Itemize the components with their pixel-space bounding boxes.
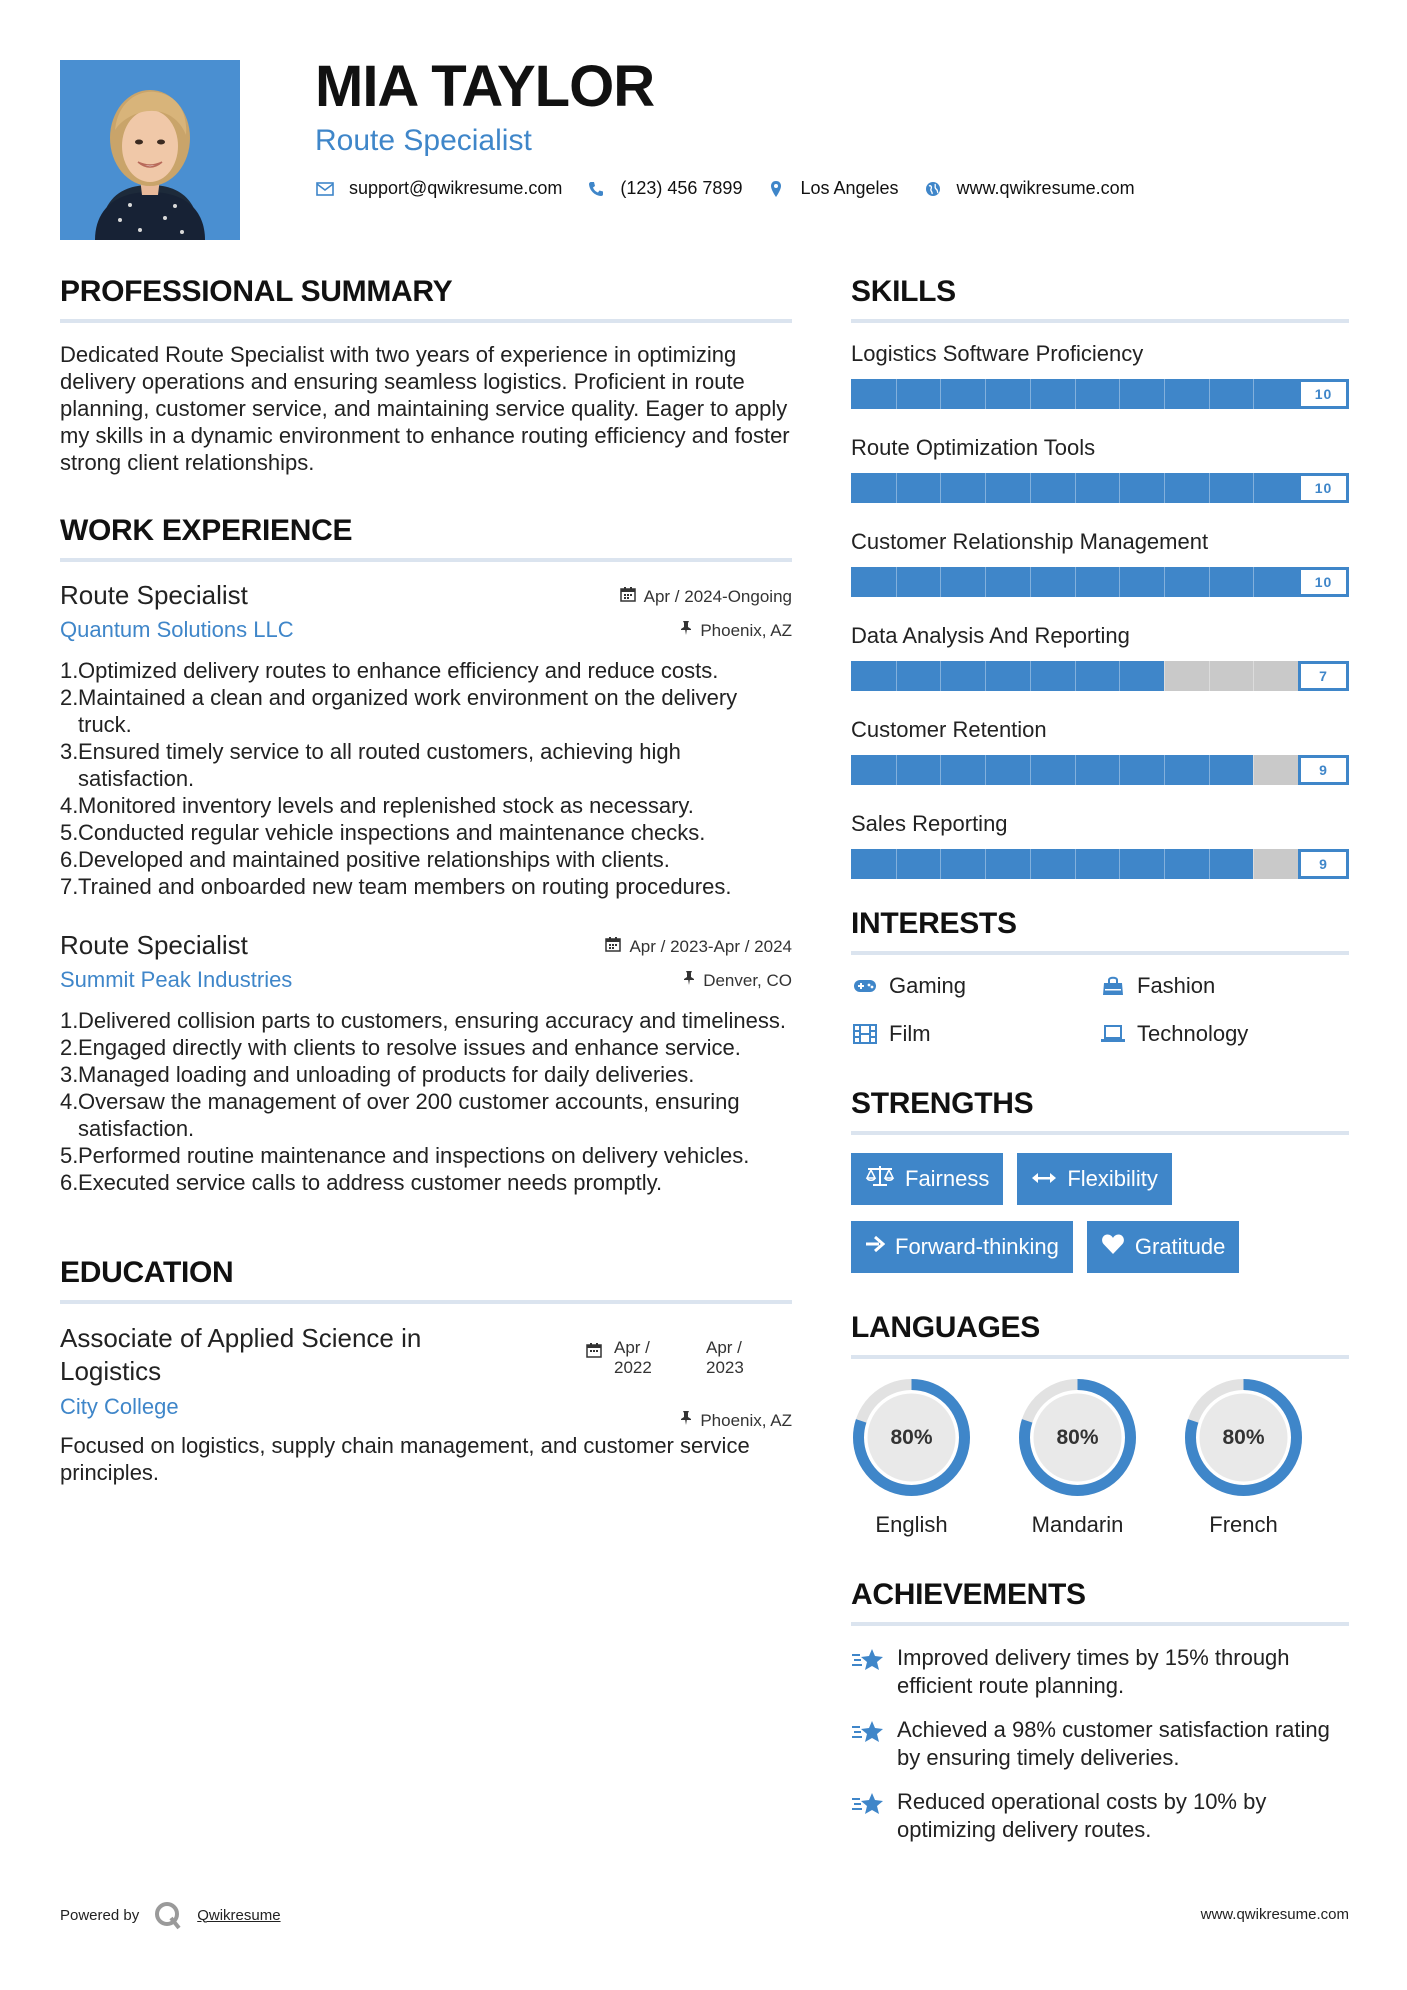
job-location-text: Denver, CO	[703, 970, 792, 990]
skill-bar-divider	[1030, 379, 1031, 409]
language-name: Mandarin	[1031, 1512, 1124, 1537]
skill-bar-divider	[1209, 379, 1210, 409]
list-item: 5. Conducted regular vehicle inspections and maintenance checks.	[60, 820, 706, 845]
skill-bar-divider	[985, 567, 986, 597]
envelope-icon	[315, 182, 335, 196]
skill-bar-divider	[1119, 661, 1120, 691]
skill-bar-divider	[1119, 379, 1120, 409]
calendar-icon	[586, 1342, 602, 1363]
interests-list	[851, 973, 1349, 1047]
shooting-star-icon	[851, 1718, 885, 1772]
job-location-text: Phoenix, AZ	[700, 620, 792, 640]
skill-bar-divider	[1075, 661, 1076, 691]
contact-location: Los Angeles	[800, 178, 899, 198]
skill-bar-divider	[1075, 473, 1076, 503]
skill-bar	[851, 473, 1349, 503]
achievement-text: Improved delivery times by 15% through efficient route planning.	[897, 1645, 1290, 1698]
list-item: 3. Managed loading and unloading of products for daily deliveries.	[60, 1062, 695, 1087]
skill-score: 9	[1298, 849, 1349, 879]
shopping-bag-icon	[1099, 976, 1127, 996]
skill-bar-divider	[940, 473, 941, 503]
skill-bar-divider	[985, 755, 986, 785]
powered-by-text: Powered by	[60, 1906, 140, 1924]
calendar-icon	[620, 586, 636, 607]
skill-item	[851, 341, 1349, 409]
skill-score: 10	[1298, 379, 1349, 409]
job-bullets	[60, 1007, 792, 1196]
skills-heading: SKILLS	[851, 275, 1349, 323]
contact-website[interactable]: www.qwikresume.com	[956, 178, 1135, 198]
skill-item	[851, 529, 1349, 597]
skill-bar-divider	[1253, 849, 1254, 879]
skill-bar	[851, 661, 1349, 691]
job-company: Summit Peak Industries	[60, 967, 293, 992]
shooting-star-icon	[851, 1790, 885, 1844]
skill-bar-divider	[1164, 473, 1165, 503]
balance-scale-icon	[865, 1165, 895, 1193]
interest-label: Film	[889, 1021, 931, 1046]
pin-icon	[680, 620, 692, 641]
skill-bar-divider	[1164, 567, 1165, 597]
achievement-text: Achieved a 98% customer satisfaction rating by ensuring timely deliveries.	[897, 1717, 1330, 1770]
language-item	[1183, 1377, 1304, 1538]
list-item: 2. Engaged directly with clients to resolve issues and enhance service.	[60, 1035, 741, 1060]
skill-bar-divider	[1164, 849, 1165, 879]
education-location	[680, 1410, 792, 1431]
experience-heading: WORK EXPERIENCE	[60, 514, 792, 562]
job-company: Quantum Solutions LLC	[60, 617, 294, 642]
achievement-text: Reduced operational costs by 10% by optimizing delivery routes.	[897, 1789, 1267, 1842]
strength-label: Gratitude	[1134, 1234, 1226, 1259]
job-title: Route Specialist	[60, 930, 248, 960]
film-icon	[851, 1024, 879, 1044]
job-title: Route Specialist	[60, 580, 248, 610]
education-end: Apr / 2023	[706, 1338, 744, 1377]
strength-chip	[851, 1153, 1003, 1205]
qwikresume-logo-icon	[153, 1900, 183, 1930]
arrow-right-icon	[865, 1235, 885, 1259]
pin-icon	[680, 1410, 692, 1431]
skill-bar-divider	[1075, 755, 1076, 785]
skill-bar-divider	[896, 755, 897, 785]
interest-label: Fashion	[1137, 973, 1216, 998]
interest-label: Gaming	[889, 973, 967, 998]
language-ring	[851, 1377, 972, 1498]
skill-name: Customer Relationship Management	[851, 529, 1209, 554]
skill-name: Logistics Software Proficiency	[851, 341, 1144, 366]
skill-name: Route Optimization Tools	[851, 435, 1096, 460]
skill-bar-divider	[896, 661, 897, 691]
phone-icon	[586, 181, 606, 197]
language-item	[1017, 1377, 1138, 1538]
skill-bar-divider	[1119, 473, 1120, 503]
language-name: English	[875, 1512, 948, 1537]
skill-bar-divider	[1164, 379, 1165, 409]
right-column	[851, 275, 1349, 1860]
skill-bar-divider	[896, 473, 897, 503]
list-item: 5. Performed routine maintenance and inspections on delivery vehicles.	[60, 1143, 750, 1168]
skill-bar-divider	[1119, 755, 1120, 785]
job-entry	[60, 930, 792, 1196]
language-ring	[1017, 1377, 1138, 1498]
strength-chip	[851, 1221, 1073, 1273]
skill-name: Customer Retention	[851, 717, 1047, 742]
strength-label: Fairness	[905, 1166, 990, 1191]
skill-bar-divider	[896, 567, 897, 597]
list-item: 3. Ensured timely service to all routed customers, achieving high satisfaction.	[60, 739, 681, 791]
job-bullets	[60, 657, 792, 900]
skill-bar-fill	[851, 849, 1253, 879]
job-date-text: Apr / 2023-Apr / 2024	[629, 936, 792, 956]
strength-label: Forward-thinking	[895, 1234, 1059, 1259]
skill-bar-divider	[1164, 755, 1165, 785]
education-heading: EDUCATION	[60, 1256, 792, 1304]
contact-email[interactable]: support@qwikresume.com	[349, 178, 563, 198]
interest-item	[1099, 973, 1349, 999]
strengths-heading: STRENGTHS	[851, 1087, 1349, 1135]
job-entry	[60, 580, 792, 900]
achievements-list	[851, 1644, 1349, 1844]
skill-bar-divider	[940, 379, 941, 409]
education-description: Focused on logistics, supply chain management, and customer service principles.	[60, 1433, 750, 1485]
achievement-item	[851, 1644, 1349, 1700]
skill-item	[851, 811, 1349, 879]
languages-list	[851, 1377, 1349, 1538]
language-item	[851, 1377, 972, 1538]
skill-bar-divider	[1119, 567, 1120, 597]
summary-text: Dedicated Route Specialist with two years of experience in optimizing delivery operations and ensuring seamless logistics. Proficient in route planning, customer service, and maintaining service quality. Eager to apply my skills in a dynamic environment to enhance routing efficiency and foster strong client relationships.	[60, 342, 790, 475]
gamepad-icon	[851, 979, 879, 993]
globe-icon	[923, 181, 943, 197]
strengths-list	[851, 1153, 1349, 1273]
candidate-title: Route Specialist	[315, 124, 532, 157]
strength-label: Flexibility	[1067, 1166, 1158, 1191]
school-name: City College	[60, 1394, 179, 1419]
achievement-item	[851, 1788, 1349, 1844]
qwikresume-link[interactable]: Qwikresume	[197, 1906, 281, 1924]
languages-heading: LANGUAGES	[851, 1311, 1349, 1359]
strength-chip	[1087, 1221, 1240, 1273]
map-marker-icon	[766, 180, 786, 198]
list-item: 6. Developed and maintained positive relationships with clients.	[60, 847, 670, 872]
skill-name: Data Analysis And Reporting	[851, 623, 1130, 648]
skill-bar-divider	[1209, 473, 1210, 503]
heart-icon	[1101, 1233, 1125, 1261]
skill-item	[851, 717, 1349, 785]
skill-bar-divider	[1209, 567, 1210, 597]
skill-bar	[851, 379, 1349, 409]
education-entry	[60, 1322, 792, 1486]
skill-bar-divider	[1253, 661, 1254, 691]
interest-label: Technology	[1137, 1021, 1249, 1046]
skill-bar-divider	[1030, 755, 1031, 785]
language-percent: 80%	[1222, 1426, 1265, 1449]
summary-heading: PROFESSIONAL SUMMARY	[60, 275, 792, 323]
list-item: 6. Executed service calls to address customer needs promptly.	[60, 1170, 663, 1195]
calendar-icon	[605, 936, 621, 957]
interest-item	[1099, 1021, 1349, 1047]
skill-bar-divider	[1209, 849, 1210, 879]
skill-bar-divider	[896, 379, 897, 409]
job-date	[620, 586, 792, 607]
skill-bar-divider	[1075, 849, 1076, 879]
skill-bar-fill	[851, 755, 1253, 785]
skill-bar-divider	[1253, 379, 1254, 409]
achievements-heading: ACHIEVEMENTS	[851, 1578, 1349, 1626]
education-location-text: Phoenix, AZ	[700, 1410, 792, 1430]
skill-bar-divider	[1075, 567, 1076, 597]
education-start: Apr / 2022	[614, 1338, 652, 1377]
list-item: 1. Delivered collision parts to customers, ensuring accuracy and timeliness.	[60, 1008, 786, 1033]
contact-bar	[315, 178, 1159, 199]
degree-title: Associate of Applied Science in Logistics	[60, 1323, 422, 1386]
skill-score: 10	[1298, 567, 1349, 597]
skill-bar-divider	[985, 379, 986, 409]
skill-bar-divider	[1253, 473, 1254, 503]
skill-bar-divider	[1253, 755, 1254, 785]
skill-bar-divider	[896, 849, 897, 879]
language-percent: 80%	[890, 1426, 933, 1449]
left-column	[60, 275, 792, 1486]
language-percent: 80%	[1056, 1426, 1099, 1449]
skill-score: 9	[1298, 755, 1349, 785]
list-item: 2. Maintained a clean and organized work environment on the delivery truck.	[60, 685, 738, 737]
skills-list	[851, 341, 1349, 879]
portrait-image	[60, 60, 240, 240]
arrows-horizontal-icon	[1031, 1168, 1057, 1191]
profile-photo	[60, 60, 240, 240]
skill-name: Sales Reporting	[851, 811, 1008, 836]
laptop-icon	[1099, 1025, 1127, 1043]
skill-bar	[851, 567, 1349, 597]
candidate-name: MIA TAYLOR	[315, 54, 655, 119]
skill-bar-divider	[985, 849, 986, 879]
strength-chip	[1017, 1153, 1171, 1205]
skill-bar-divider	[940, 567, 941, 597]
skill-item	[851, 623, 1349, 691]
job-location	[683, 970, 792, 991]
job-date-text: Apr / 2024-Ongoing	[643, 586, 792, 606]
skill-bar-divider	[1075, 379, 1076, 409]
list-item: 4. Monitored inventory levels and replenished stock as necessary.	[60, 793, 694, 818]
interests-heading: INTERESTS	[851, 907, 1349, 955]
pin-icon	[683, 970, 695, 991]
interest-item	[851, 973, 1099, 999]
achievement-item	[851, 1716, 1349, 1772]
skill-bar-divider	[940, 755, 941, 785]
skill-item	[851, 435, 1349, 503]
shooting-star-icon	[851, 1646, 885, 1700]
skill-score: 7	[1298, 661, 1349, 691]
footer-website[interactable]: www.qwikresume.com	[1200, 1906, 1349, 1923]
language-name: French	[1209, 1512, 1278, 1537]
contact-phone[interactable]: (123) 456 7899	[620, 178, 743, 198]
skill-bar-divider	[1030, 849, 1031, 879]
skill-bar-divider	[985, 661, 986, 691]
skill-bar-fill	[851, 661, 1164, 691]
skill-bar-divider	[1030, 567, 1031, 597]
list-item: 7. Trained and onboarded new team members on routing procedures.	[60, 874, 732, 899]
skill-bar-divider	[940, 661, 941, 691]
skill-bar-divider	[940, 849, 941, 879]
skill-bar-divider	[1209, 755, 1210, 785]
language-ring	[1183, 1377, 1304, 1498]
job-location	[680, 620, 792, 641]
skill-bar-divider	[1209, 661, 1210, 691]
skill-bar	[851, 849, 1349, 879]
footer-powered-by	[60, 1900, 281, 1930]
interest-item	[851, 1021, 1099, 1047]
skill-bar-divider	[985, 473, 986, 503]
skill-bar-divider	[1253, 567, 1254, 597]
skill-bar-divider	[1164, 661, 1165, 691]
skill-score: 10	[1298, 473, 1349, 503]
skill-bar-divider	[1030, 473, 1031, 503]
list-item: 1. Optimized delivery routes to enhance efficiency and reduce costs.	[60, 658, 719, 683]
skill-bar-divider	[1030, 661, 1031, 691]
list-item: 4. Oversaw the management of over 200 customer accounts, ensuring satisfaction.	[60, 1089, 740, 1141]
job-date	[605, 936, 792, 957]
skill-bar-divider	[1119, 849, 1120, 879]
skill-bar	[851, 755, 1349, 785]
